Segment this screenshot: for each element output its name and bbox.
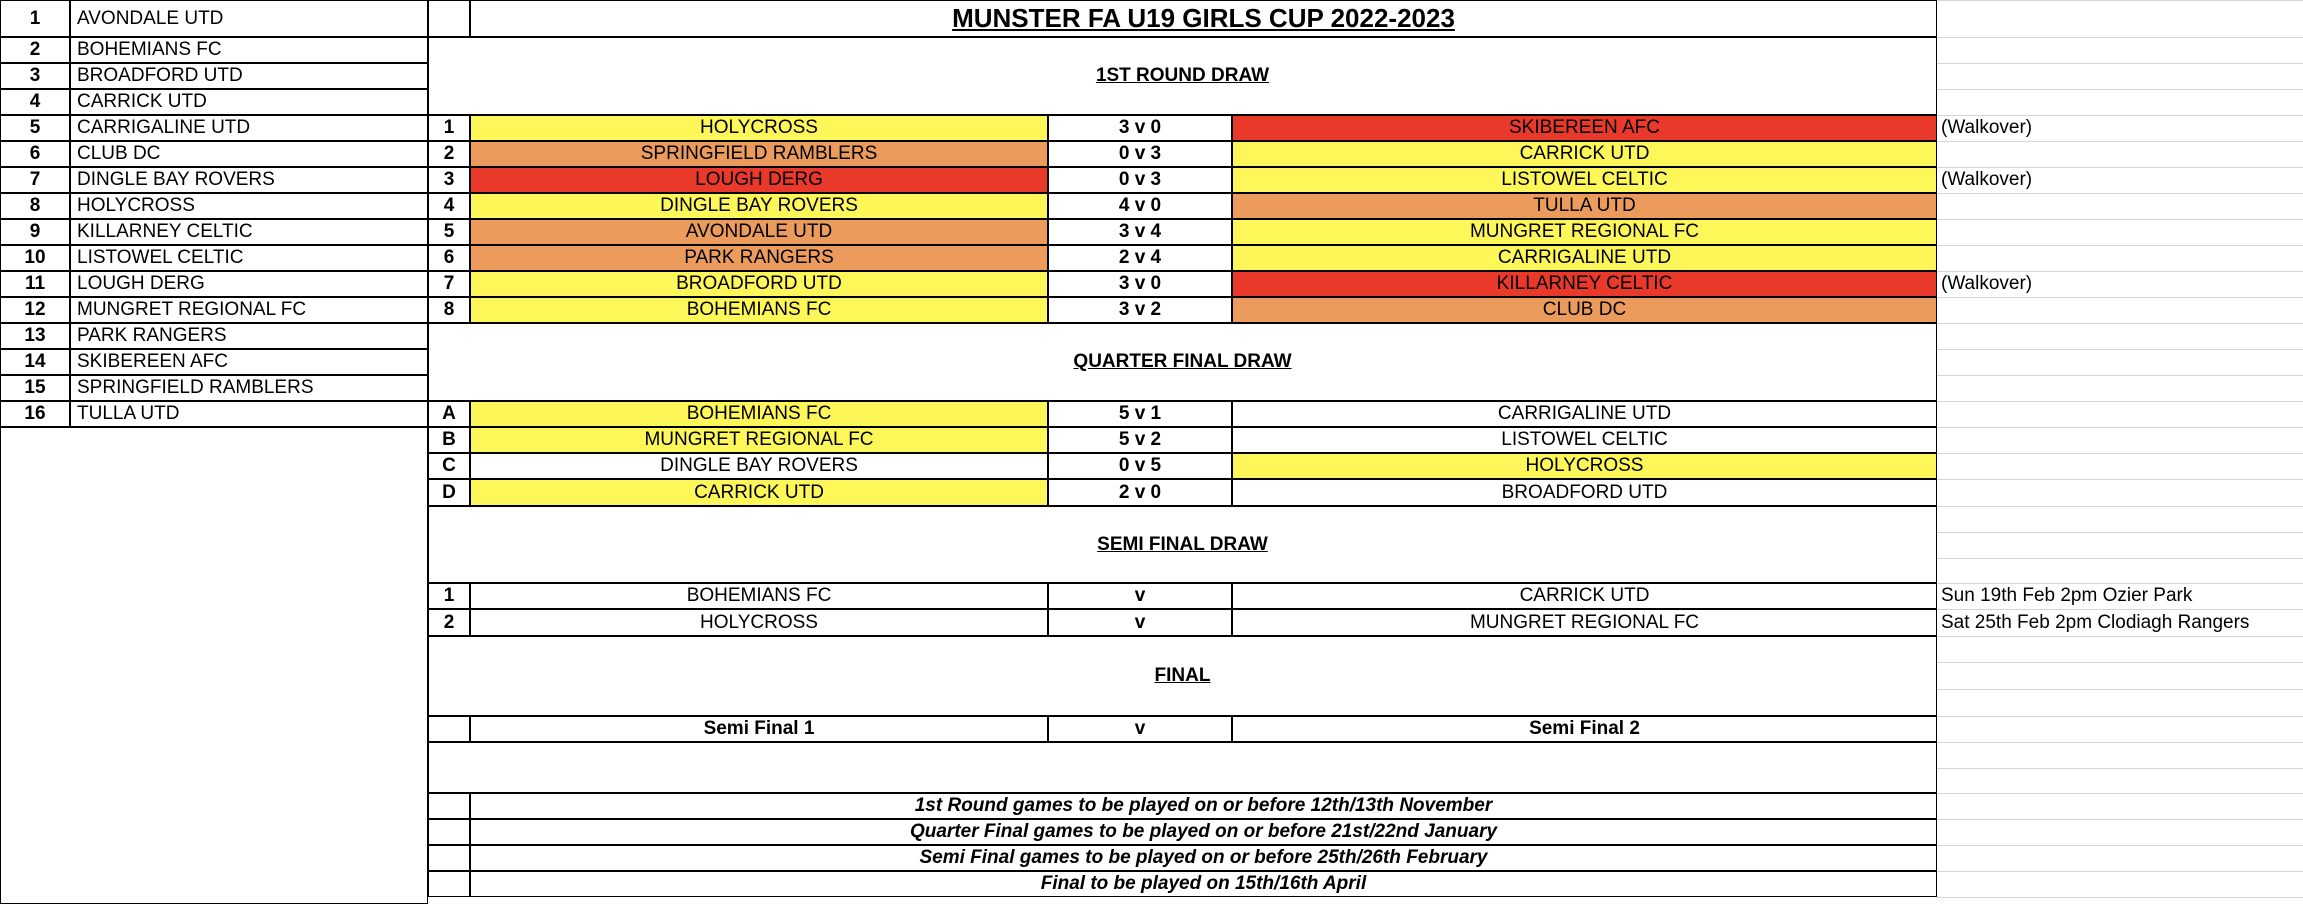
blank-row — [428, 742, 1937, 793]
gridline — [1937, 689, 2303, 690]
home-team: BOHEMIANS FC — [470, 297, 1048, 323]
team-name: CARRICK UTD — [70, 89, 428, 115]
schedule-note: Final to be played on 15th/16th April — [470, 871, 1937, 897]
match-score: 3 v 0 — [1048, 271, 1232, 297]
team-number: 8 — [0, 193, 70, 219]
gridline — [1937, 63, 2303, 64]
gridline — [1937, 506, 2303, 507]
gridline — [1937, 219, 2303, 220]
team-name: TULLA UTD — [70, 401, 428, 427]
team-number: 12 — [0, 297, 70, 323]
match-id: 8 — [428, 297, 470, 323]
gridline — [1937, 245, 2303, 246]
team-list-blank — [0, 427, 428, 904]
away-team: CARRICK UTD — [1232, 141, 1937, 167]
match-score: 3 v 2 — [1048, 297, 1232, 323]
team-name: CARRIGALINE UTD — [70, 115, 428, 141]
team-number: 16 — [0, 401, 70, 427]
team-number: 9 — [0, 219, 70, 245]
home-team: AVONDALE UTD — [470, 219, 1048, 245]
match-id: 3 — [428, 167, 470, 193]
team-number: 13 — [0, 323, 70, 349]
title-left-cell — [428, 0, 470, 37]
match-score: 0 v 5 — [1048, 453, 1232, 479]
gridline — [1937, 871, 2303, 872]
gridline — [1937, 845, 2303, 846]
match-id: 1 — [428, 583, 470, 609]
gridline — [1937, 193, 2303, 194]
gridline — [1937, 768, 2303, 769]
gridline — [1937, 375, 2303, 376]
gridline — [1937, 479, 2303, 480]
home-team: SPRINGFIELD RAMBLERS — [470, 141, 1048, 167]
gridline — [1937, 37, 2303, 38]
gridline — [1937, 716, 2303, 717]
match-note: (Walkover) — [1941, 273, 2033, 294]
match-score: 2 v 0 — [1048, 479, 1232, 506]
away-team: LISTOWEL CELTIC — [1232, 427, 1937, 453]
team-number: 11 — [0, 271, 70, 297]
match-score: v — [1048, 583, 1232, 609]
team-number: 7 — [0, 167, 70, 193]
gridline — [1937, 793, 2303, 794]
match-id: 2 — [428, 609, 470, 636]
team-name: KILLARNEY CELTIC — [70, 219, 428, 245]
gridline — [1937, 141, 2303, 142]
team-name: DINGLE BAY ROVERS — [70, 167, 428, 193]
gridline — [1937, 401, 2303, 402]
team-name: BROADFORD UTD — [70, 63, 428, 89]
team-number: 4 — [0, 89, 70, 115]
home-team: DINGLE BAY ROVERS — [470, 453, 1048, 479]
match-score: 5 v 1 — [1048, 401, 1232, 427]
team-number: 10 — [0, 245, 70, 271]
team-name: SPRINGFIELD RAMBLERS — [70, 375, 428, 401]
match-score: 2 v 4 — [1048, 245, 1232, 271]
team-name: HOLYCROSS — [70, 193, 428, 219]
team-name: BOHEMIANS FC — [70, 37, 428, 63]
schedule-note: Quarter Final games to be played on or before 21st/22nd January — [470, 819, 1937, 845]
match-note: (Walkover) — [1941, 117, 2033, 138]
home-team: HOLYCROSS — [470, 609, 1048, 636]
gridline — [1937, 0, 2303, 1]
match-score: 4 v 0 — [1048, 193, 1232, 219]
final-away: Semi Final 2 — [1232, 716, 1937, 742]
schedule-left-cell — [428, 871, 470, 897]
home-team: LOUGH DERG — [470, 167, 1048, 193]
match-id: C — [428, 453, 470, 479]
gridline — [1937, 636, 2303, 637]
away-team: MUNGRET REGIONAL FC — [1232, 609, 1937, 636]
match-note: Sun 19th Feb 2pm Ozier Park — [1941, 585, 2193, 606]
schedule-note: 1st Round games to be played on or before 12th/13th November — [470, 793, 1937, 819]
team-number: 1 — [0, 0, 70, 37]
team-number: 15 — [0, 375, 70, 401]
team-name: SKIBEREEN AFC — [70, 349, 428, 375]
match-score: 3 v 4 — [1048, 219, 1232, 245]
gridline — [1937, 897, 2303, 898]
schedule-note: Semi Final games to be played on or before 25th/26th February — [470, 845, 1937, 871]
final-id-cell — [428, 716, 470, 742]
team-name: PARK RANGERS — [70, 323, 428, 349]
home-team: PARK RANGERS — [470, 245, 1048, 271]
away-team: LISTOWEL CELTIC — [1232, 167, 1937, 193]
match-id: 5 — [428, 219, 470, 245]
gridline — [1937, 323, 2303, 324]
team-number: 14 — [0, 349, 70, 375]
match-score: 3 v 0 — [1048, 115, 1232, 141]
away-team: CARRIGALINE UTD — [1232, 245, 1937, 271]
gridline — [1937, 349, 2303, 350]
semi-final-heading: SEMI FINAL DRAW — [428, 506, 1937, 583]
gridline — [1937, 532, 2303, 533]
schedule-left-cell — [428, 793, 470, 819]
gridline — [1937, 427, 2303, 428]
away-team: SKIBEREEN AFC — [1232, 115, 1937, 141]
final-home: Semi Final 1 — [470, 716, 1048, 742]
match-id: 4 — [428, 193, 470, 219]
match-id: 6 — [428, 245, 470, 271]
round1-heading: 1ST ROUND DRAW — [428, 37, 1937, 115]
match-score: 0 v 3 — [1048, 141, 1232, 167]
schedule-left-cell — [428, 819, 470, 845]
team-name: LISTOWEL CELTIC — [70, 245, 428, 271]
gridline — [1937, 558, 2303, 559]
page-title: MUNSTER FA U19 GIRLS CUP 2022-2023 — [470, 0, 1937, 37]
gridline — [1937, 742, 2303, 743]
final-heading: FINAL — [428, 636, 1937, 716]
home-team: MUNGRET REGIONAL FC — [470, 427, 1048, 453]
match-id: 2 — [428, 141, 470, 167]
team-name: LOUGH DERG — [70, 271, 428, 297]
gridline — [1937, 89, 2303, 90]
away-team: BROADFORD UTD — [1232, 479, 1937, 506]
home-team: BROADFORD UTD — [470, 271, 1048, 297]
away-team: KILLARNEY CELTIC — [1232, 271, 1937, 297]
match-id: A — [428, 401, 470, 427]
away-team: CLUB DC — [1232, 297, 1937, 323]
team-number: 2 — [0, 37, 70, 63]
match-score: 5 v 2 — [1048, 427, 1232, 453]
gridline — [1937, 819, 2303, 820]
quarter-final-heading: QUARTER FINAL DRAW — [428, 323, 1937, 401]
match-score: 0 v 3 — [1048, 167, 1232, 193]
away-team: HOLYCROSS — [1232, 453, 1937, 479]
team-name: CLUB DC — [70, 141, 428, 167]
team-name: MUNGRET REGIONAL FC — [70, 297, 428, 323]
away-team: TULLA UTD — [1232, 193, 1937, 219]
gridline — [1937, 662, 2303, 663]
match-note: Sat 25th Feb 2pm Clodiagh Rangers — [1941, 611, 2250, 633]
home-team: DINGLE BAY ROVERS — [470, 193, 1048, 219]
match-score: v — [1048, 609, 1232, 636]
away-team: MUNGRET REGIONAL FC — [1232, 219, 1937, 245]
home-team: BOHEMIANS FC — [470, 583, 1048, 609]
match-note: (Walkover) — [1941, 169, 2033, 190]
match-id: 1 — [428, 115, 470, 141]
team-name: AVONDALE UTD — [70, 0, 428, 37]
home-team: CARRICK UTD — [470, 479, 1048, 506]
gridline — [1937, 297, 2303, 298]
match-id: 7 — [428, 271, 470, 297]
match-id: B — [428, 427, 470, 453]
team-number: 3 — [0, 63, 70, 89]
final-score: v — [1048, 716, 1232, 742]
team-number: 6 — [0, 141, 70, 167]
away-team: CARRIGALINE UTD — [1232, 401, 1937, 427]
team-number: 5 — [0, 115, 70, 141]
away-team: CARRICK UTD — [1232, 583, 1937, 609]
home-team: BOHEMIANS FC — [470, 401, 1048, 427]
schedule-left-cell — [428, 845, 470, 871]
home-team: HOLYCROSS — [470, 115, 1048, 141]
gridline — [1937, 453, 2303, 454]
match-id: D — [428, 479, 470, 506]
